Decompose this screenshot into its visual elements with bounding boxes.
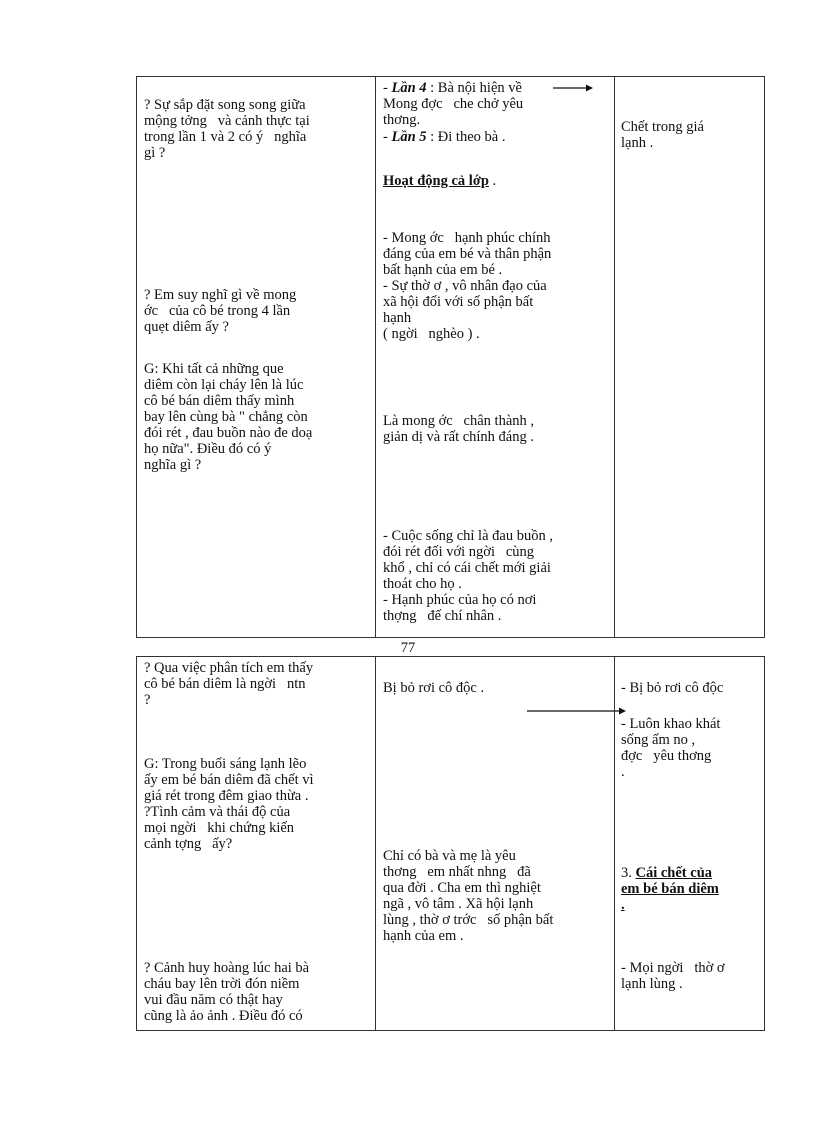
answer-abandoned: Bị bỏ rơi cô độc . [383, 680, 485, 696]
lan4-label: Lần 4 [391, 80, 427, 96]
note-longing: - Luôn khao khát sống ấm no , đợc yêu thơng . [621, 716, 721, 780]
arrow-right-icon [527, 706, 627, 716]
lan4-line: - Lần 4 : Bà nội hiện về [383, 80, 522, 96]
answer-wishes-meaning: - Mong ớc hạnh phúc chính đáng của em bé và thân phận bất hạnh của em bé . - Sự thờ ơ , vô nhân đạo của xã hội đối với số phận bất hạnh ( ngời nghèo ) . [383, 230, 552, 342]
table-top [136, 76, 765, 638]
lan5-label: Lần 5 [391, 129, 427, 145]
activity-heading: Hoạt động cả lớp . [383, 173, 497, 189]
section-heading-end: . [621, 897, 625, 913]
question-parallel-dream-reality: ? Sự sắp đặt song song giữa mộng tởng và cảnh thực tại trong lần 1 và 2 có ý nghĩa gì ? [144, 97, 310, 161]
question-wishes: ? Em suy nghĩ gì về mong ớc của cô bé trong 4 lần quẹt diêm ấy ? [144, 287, 297, 335]
answer-sincere-wish: Là mong ớc chân thành , giản dị và rất chính đáng . [383, 413, 535, 445]
column-divider [375, 657, 376, 1030]
arrow-right-icon [553, 83, 593, 93]
note-abandoned: - Bị bỏ rơi cô độc [621, 680, 724, 696]
lan4-continuation: Mong đợc che chở yêu thơng. [383, 96, 524, 128]
teacher-note-morning-death: G: Trong buổi sáng lạnh lẽo ấy em bé bán diêm đã chết vì giá rét trong đêm giao thừa . ?Tình cảm và thái độ của mọi ngời khi chứng kiến cảnh tợng ấy? [144, 756, 314, 852]
column-divider [614, 77, 615, 637]
lan5-line: - Lần 5 : Đi theo bà . [383, 129, 506, 145]
table-bottom [136, 656, 765, 1031]
question-splendid-scene: ? Cảnh huy hoàng lúc hai bà cháu bay lên trời đón niềm vui đầu năm có thật hay cũng là ảo ảnh . Điều đó có [144, 960, 310, 1024]
column-divider [375, 77, 376, 637]
lan5-text: : Đi theo bà . [426, 129, 506, 145]
answer-only-grandma-mother: Chỉ có bà và mẹ là yêu thơng em nhất nhng đã qua đời . Cha em thì nghiệt ngã , vô tâm . Xã hội lạnh lùng , thờ ơ trớc số phận bất hạnh của em . [383, 848, 554, 944]
question-what-kind-of-girl: ? Qua việc phân tích em thấy cô bé bán diêm là ngời ntn ? [144, 660, 314, 708]
lan4-text: : Bà nội hiện về [426, 80, 522, 96]
section-heading-death: 3. Cái chết của em bé bán diêm [621, 865, 719, 897]
teacher-note-flying-with-grandma: G: Khi tất cả những que diêm còn lại cháy lên là lúc cô bé bán diêm thấy mình bay lên cùng bà " chẳng còn đói rét , đau buồn nào đe doạ họ nữa". Điều đó có ý nghĩa gì ? [144, 361, 313, 473]
note-death-in-cold: Chết trong giá lạnh . [621, 119, 704, 151]
page-number: 77 [400, 640, 416, 656]
note-indifference: - Mọi ngời thờ ơ lạnh lùng . [621, 960, 725, 992]
answer-suffering-life: - Cuộc sống chỉ là đau buồn , đói rét đối với ngời cùng khổ , chỉ có cái chết mới giải thoát cho họ . - Hạnh phúc của họ có nơi thợng đế chí nhân . [383, 528, 553, 624]
